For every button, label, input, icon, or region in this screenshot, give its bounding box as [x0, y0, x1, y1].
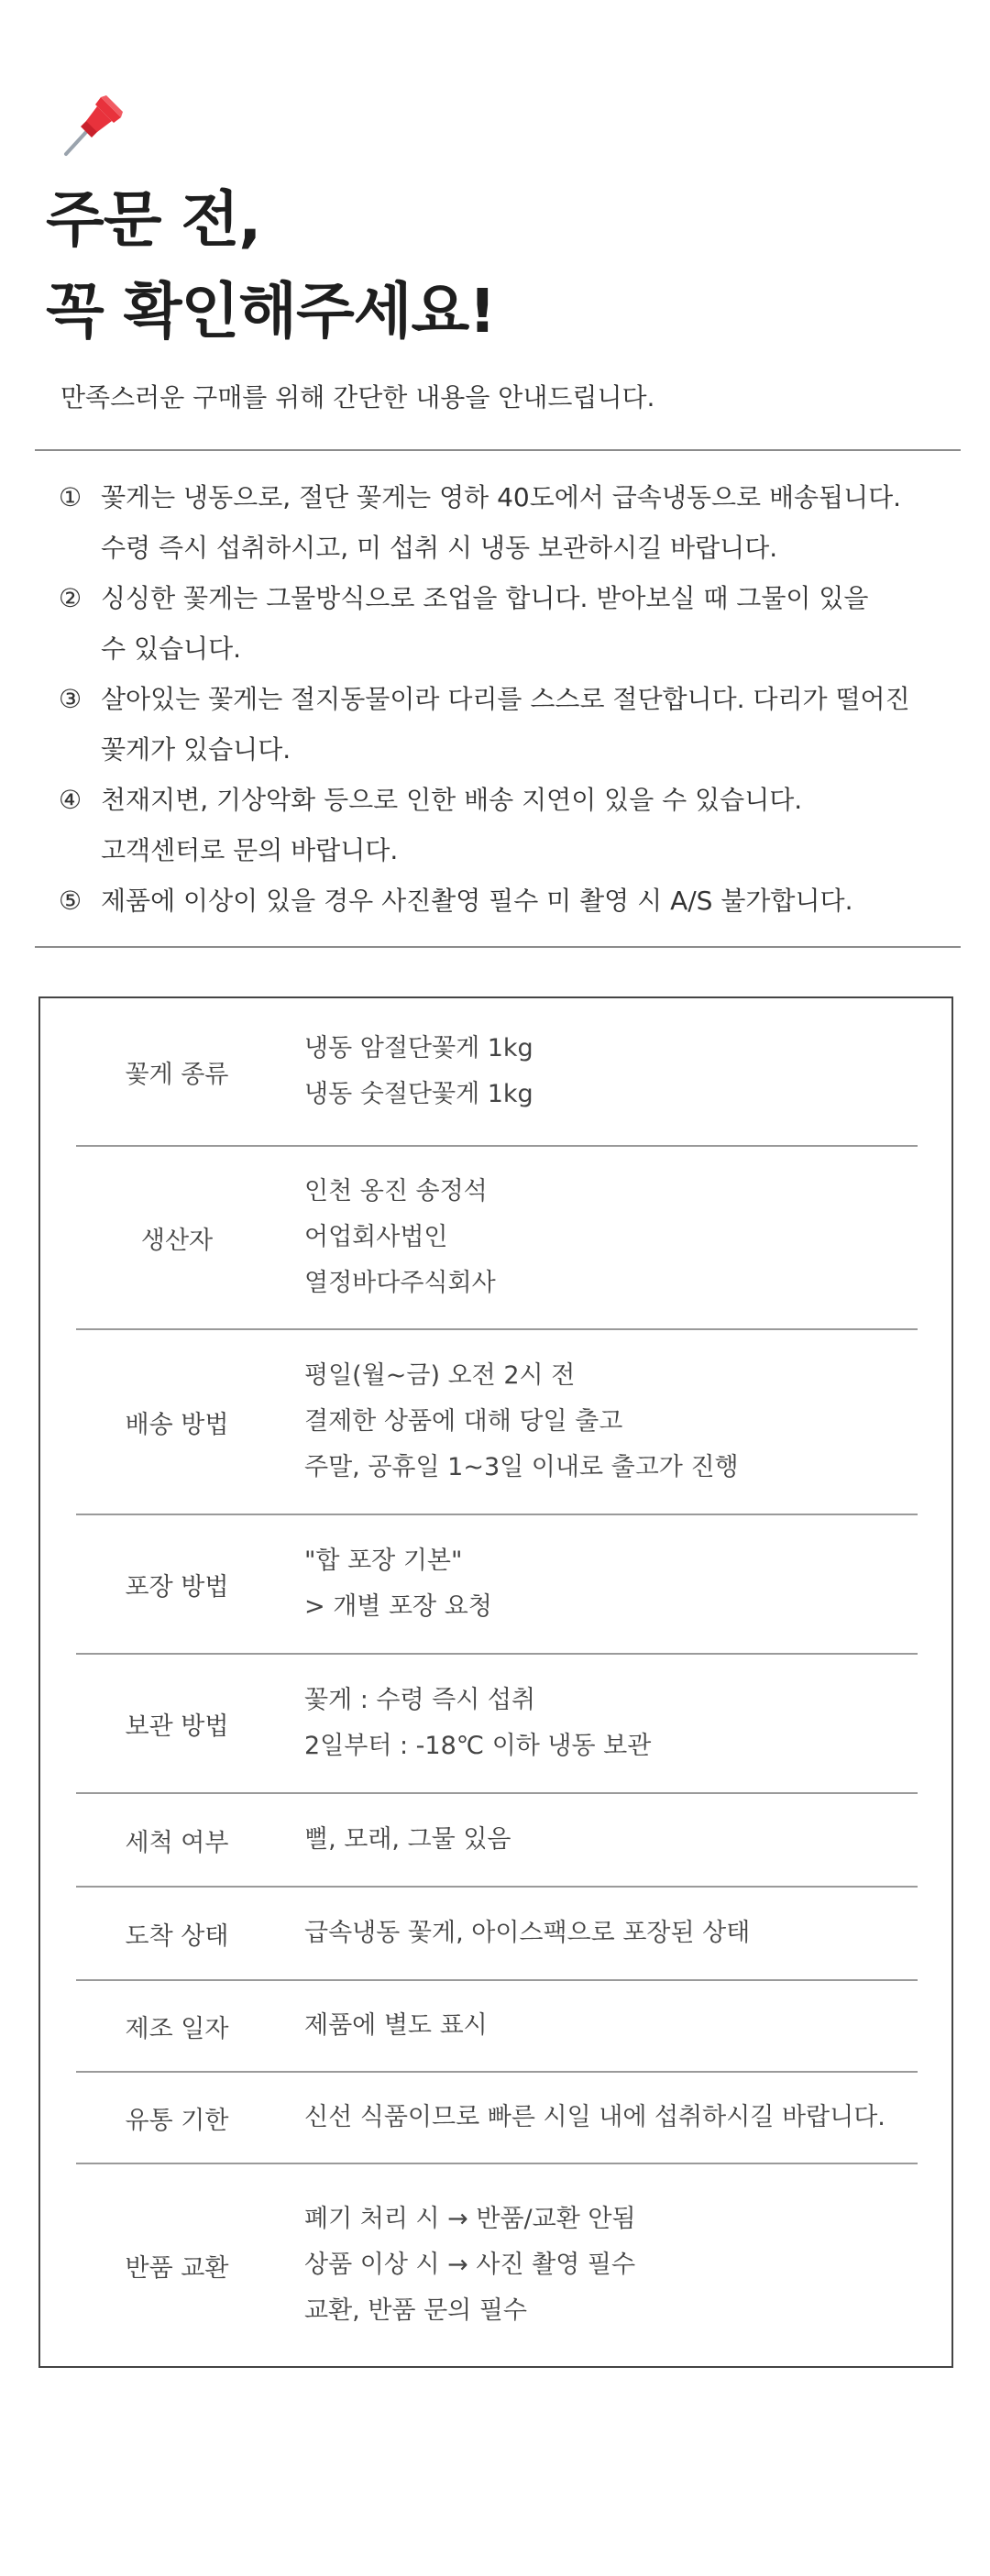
- page-subtitle: 만족스러운 구매를 위해 간단한 내용을 안내드립니다.: [60, 382, 655, 413]
- spec-label: 도착 상태: [125, 1921, 229, 1951]
- notice-number: ④: [59, 785, 82, 815]
- divider-top: [35, 449, 961, 451]
- spec-label: 유통 기한: [125, 2106, 229, 2135]
- notice-item: [59, 674, 957, 775]
- notice-number: ①: [59, 482, 82, 512]
- notice-text: 싱싱한 꽃게는 그물방식으로 조업을 합니다. 받아보실 때 그물이 있을: [101, 583, 869, 613]
- spec-value: [278, 1353, 739, 1491]
- notice-item: [59, 472, 957, 573]
- notice-number: ③: [59, 684, 82, 714]
- title-line-1: 주문 전,: [46, 184, 261, 255]
- spec-row-crab-type: [76, 998, 918, 1147]
- spec-value-line: 폐기 처리 시 → 반품/교환 안됨: [304, 2205, 636, 2233]
- spec-label: 보관 방법: [125, 1712, 229, 1741]
- notice-text: 꽃게는 냉동으로, 절단 꽃게는 영하 40도에서 급속냉동으로 배송됩니다.: [101, 482, 902, 512]
- spec-value-line: 교환, 반품 문의 필수: [304, 2296, 527, 2325]
- notice-item: [59, 875, 957, 926]
- spec-value-line: 2일부터 : -18℃ 이하 냉동 보관: [304, 1732, 652, 1760]
- notice-number: ⑤: [59, 886, 82, 916]
- spec-label: 반품 교환: [125, 2253, 229, 2283]
- spec-row-arrival: [76, 1888, 918, 1981]
- spec-value-line: "합 포장 기본": [304, 1547, 463, 1575]
- spec-value: [278, 1538, 492, 1630]
- spec-value: [278, 1678, 651, 1769]
- spec-row-returns: [76, 2164, 918, 2366]
- notice-text: 살아있는 꽃게는 절지동물이라 다리를 스스로 절단합니다. 다리가 떨어진: [101, 684, 910, 714]
- spec-row-producer: [76, 1147, 918, 1330]
- spec-value-line: 열정바다주식회사: [304, 1269, 496, 1297]
- notice-text: 수 있습니다.: [101, 633, 242, 664]
- spec-value-line: 결제한 상품에 대해 당일 출고: [304, 1407, 623, 1436]
- spec-value-line: 어업회사법인: [304, 1223, 448, 1251]
- spec-value-line: 꽃게 : 수령 즉시 섭취: [304, 1686, 536, 1714]
- notice-text: 천재지변, 기상악화 등으로 인한 배송 지연이 있을 수 있습니다.: [101, 785, 803, 815]
- spec-label: 생산자: [140, 1226, 214, 1255]
- divider-bottom: [35, 946, 961, 948]
- notice-number: ②: [59, 583, 82, 613]
- spec-value: [278, 1817, 512, 1863]
- spec-value-line: 냉동 숫절단꽃게 1kg: [304, 1080, 534, 1108]
- notice-text: 수령 즉시 섭취하시고, 미 섭취 시 냉동 보관하시길 바랍니다.: [101, 533, 778, 563]
- spec-row-expiry: [76, 2073, 918, 2164]
- notice-list: [59, 472, 957, 926]
- spec-row-cleaning: [76, 1794, 918, 1888]
- pushpin-icon: [59, 90, 128, 160]
- spec-label: 제조 일자: [125, 2014, 229, 2043]
- spec-label: 배송 방법: [125, 1410, 229, 1439]
- spec-label: 꽃게 종류: [125, 1060, 229, 1089]
- spec-value-line: 뻘, 모래, 그물 있음: [304, 1825, 512, 1854]
- notice-item: [59, 573, 957, 674]
- notice-text: 제품에 이상이 있을 경우 사진촬영 필수 미 촬영 시 A/S 불가합니다.: [101, 886, 853, 916]
- product-spec-box: [38, 996, 953, 2368]
- notice-text: 고객센터로 문의 바랍니다.: [101, 835, 399, 865]
- spec-value-line: 상품 이상 시 → 사진 촬영 필수: [304, 2251, 636, 2279]
- spec-value-line: 급속냉동 꽃게, 아이스팩으로 포장된 상태: [304, 1919, 751, 1947]
- notice-text: 꽃게가 있습니다.: [101, 734, 292, 765]
- notice-item: [59, 775, 957, 875]
- spec-label: 세척 여부: [125, 1828, 229, 1857]
- spec-value-line: 제품에 별도 표시: [304, 2011, 488, 2040]
- spec-row-packaging: [76, 1515, 918, 1655]
- spec-value-line: 주말, 공휴일 1~3일 이내로 출고가 진행: [304, 1453, 739, 1481]
- title-line-2: 꼭 확인해주세요!: [46, 276, 496, 347]
- spec-label: 포장 방법: [125, 1572, 229, 1602]
- spec-value-line: 신선 식품이므로 빠른 시일 내에 섭취하시길 바랍니다.: [304, 2103, 886, 2131]
- spec-value: [278, 1169, 496, 1306]
- spec-value: [278, 1026, 534, 1117]
- spec-value: [278, 2003, 488, 2049]
- spec-value-line: 냉동 암절단꽃게 1kg: [304, 1034, 534, 1062]
- spec-value: [278, 2095, 886, 2141]
- product-spec-table: [76, 998, 918, 2366]
- spec-value: [278, 2196, 636, 2334]
- spec-value-line: 인천 옹진 송정석: [304, 1177, 488, 1205]
- spec-value-line: > 개별 포장 요청: [304, 1592, 492, 1621]
- spec-row-storage: [76, 1655, 918, 1794]
- spec-value-line: 평일(월~금) 오전 2시 전: [304, 1361, 576, 1390]
- spec-row-manufacture-date: [76, 1981, 918, 2073]
- spec-row-delivery: [76, 1330, 918, 1515]
- spec-value: [278, 1910, 750, 1956]
- page-title: [46, 174, 495, 358]
